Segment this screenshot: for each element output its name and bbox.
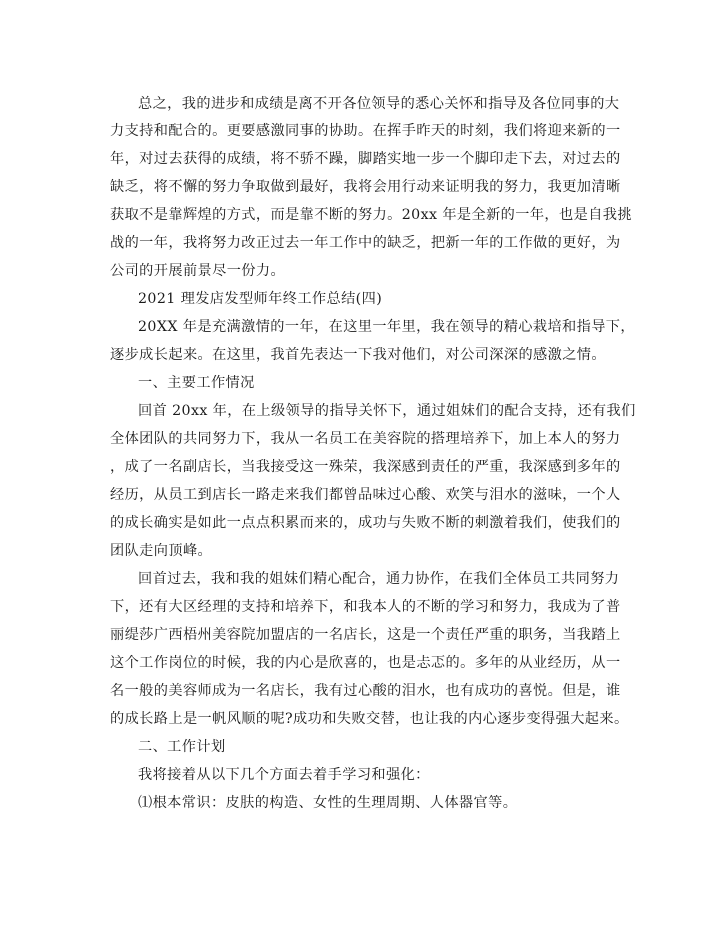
paragraph-3-line-6: 团队走向顶峰。 xyxy=(110,543,213,559)
paragraph-4-line-3: 丽缇莎广西梧州美容院加盟店的一名店长，这是一个责任严重的职务，当我踏上 xyxy=(110,627,621,643)
paragraph-3-line-1: 回首 20xx 年，在上级领导的指导关怀下，通过姐妹们的配合支持，还有我们 xyxy=(138,403,636,419)
paragraph-1-line-2: 力支持和配合的。更要感激同事的协助。在挥手昨天的时刻，我们将迎来新的一 xyxy=(110,123,621,139)
paragraph-4-line-4: 这个工作岗位的时候，我的内心是欣喜的，也是忐忑的。多年的从业经历，从一 xyxy=(110,655,621,671)
paragraph-1-line-7: 公司的开展前景尽一份力。 xyxy=(110,263,286,279)
plan-item-1: ⑴根本常识：皮肤的构造、女性的生理周期、人体器官等。 xyxy=(138,795,518,811)
paragraph-2-line-1: 20XX 年是充满激情的一年，在这里一年里，我在领导的精心栽培和指导下， xyxy=(138,319,635,335)
plan-intro: 我将接着从以下几个方面去着手学习和强化： xyxy=(138,767,430,783)
paragraph-2-line-2: 逐步成长起来。在这里，我首先表达一下我对他们，对公司深深的感激之情。 xyxy=(110,347,606,363)
paragraph-3-line-4: 经历，从员工到店长一路走来我们都曾品味过心酸、欢笑与泪水的滋味，一个人 xyxy=(110,487,621,503)
paragraph-4-line-5: 名一般的美容师成为一名店长，我有过心酸的泪水，也有成功的喜悦。但是，谁 xyxy=(110,683,621,699)
paragraph-1-line-4: 缺乏，将不懈的努力争取做到最好，我将会用行动来证明我的努力，我更加清晰 xyxy=(110,179,621,195)
section-title: 2021 理发店发型师年终工作总结(四) xyxy=(138,291,383,307)
paragraph-3-line-2: 全体团队的共同努力下，我从一名员工在美容院的搭理培养下，加上本人的努力 xyxy=(110,431,621,447)
paragraph-1-line-1: 总之，我的进步和成绩是离不开各位领导的悉心关怀和指导及各位同事的大 xyxy=(138,96,620,112)
paragraph-1-line-6: 战的一年，我将努力改正过去一年工作中的缺乏，把新一年的工作做的更好，为 xyxy=(110,235,621,251)
heading-main-work: 一、主要工作情况 xyxy=(138,375,255,391)
paragraph-3-line-5: 的成长确实是如此一点点积累而来的，成功与失败不断的刺激着我们，使我们的 xyxy=(110,515,621,531)
paragraph-4-line-1: 回首过去，我和我的姐妹们精心配合，通力协作，在我们全体员工共同努力 xyxy=(138,571,620,587)
paragraph-3-line-3: ，成了一名副店长，当我接受这一殊荣，我深感到责任的严重，我深感到多年的 xyxy=(110,459,621,475)
paragraph-1-line-5: 获取不是靠辉煌的方式，而是靠不断的努力。20xx 年是全新的一年，也是自我挑 xyxy=(110,207,632,223)
paragraph-4-line-2: 下，还有大区经理的支持和培养下，和我本人的不断的学习和努力，我成为了普 xyxy=(110,599,621,615)
paragraph-4-line-6: 的成长路上是一帆风顺的呢?成功和失败交替，也让我的内心逐步变得强大起来。 xyxy=(110,711,629,727)
paragraph-1-line-3: 年，对过去获得的成绩，将不骄不躁，脚踏实地一步一个脚印走下去，对过去的 xyxy=(110,151,621,167)
heading-work-plan: 二、工作计划 xyxy=(138,739,226,755)
